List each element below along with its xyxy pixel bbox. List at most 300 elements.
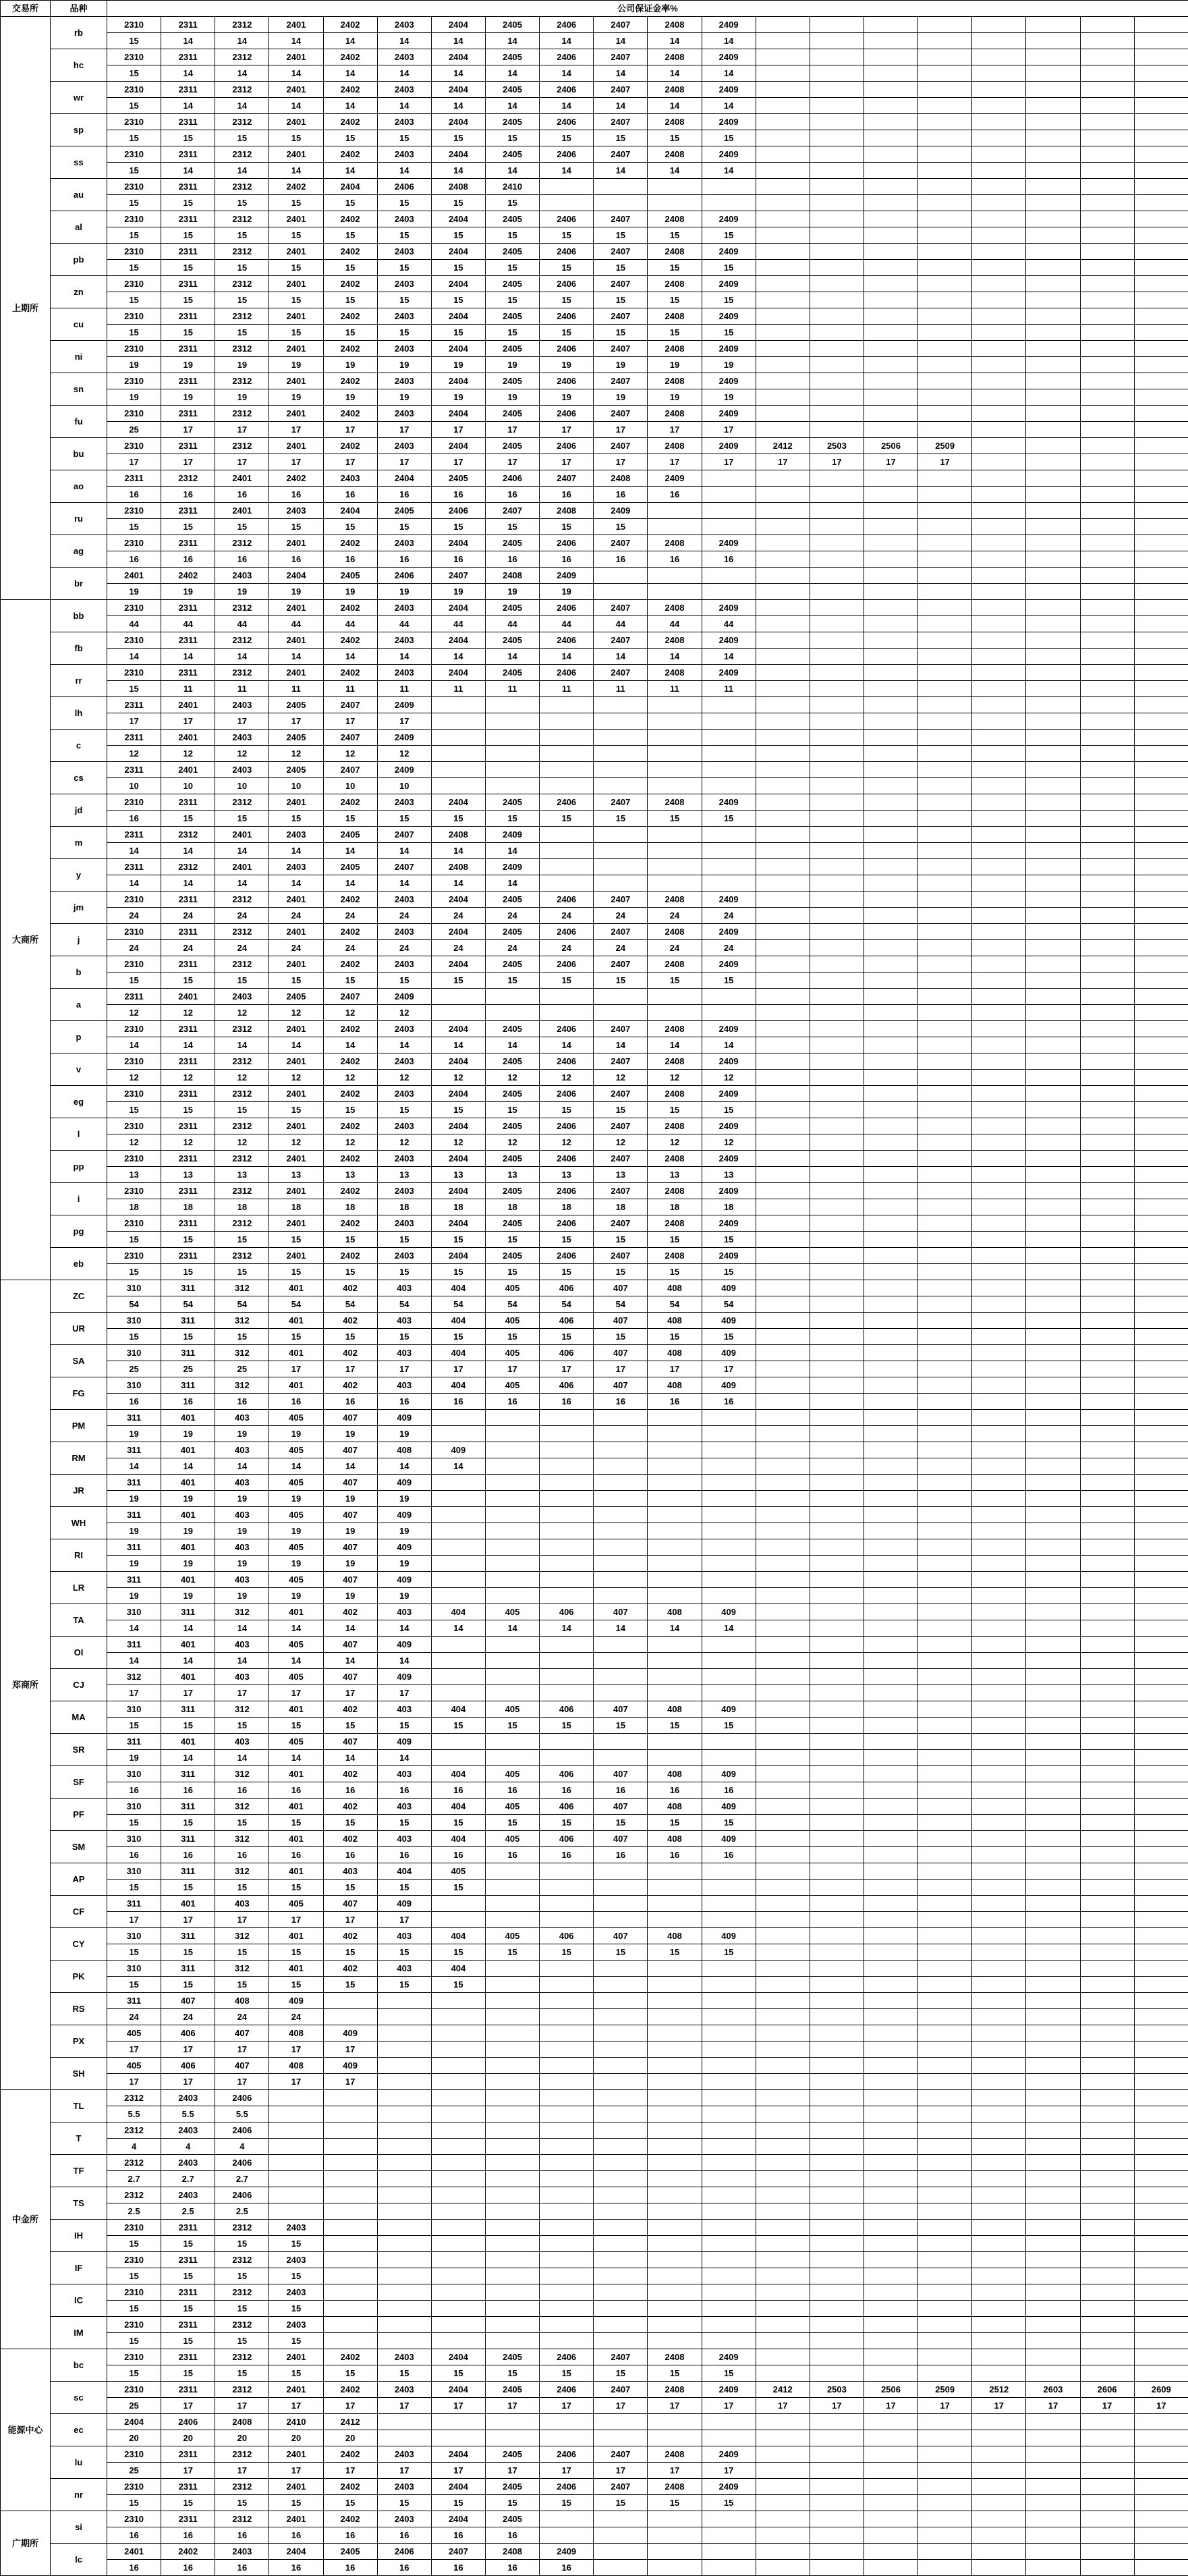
contract-cell: 2407: [594, 892, 648, 908]
empty-cell: [1080, 454, 1134, 470]
empty-cell: [864, 2446, 917, 2463]
empty-cell: [972, 535, 1026, 551]
contract-cell: 407: [594, 1701, 648, 1718]
contract-cell: 2409: [377, 989, 431, 1005]
margin-cell: 14: [269, 1653, 323, 1669]
margin-cell: 15: [107, 227, 161, 244]
contract-cell: 2401: [269, 2382, 323, 2398]
margin-cell: 15: [269, 519, 323, 535]
product-cell: CF: [51, 1896, 107, 1928]
empty-cell: [1080, 1653, 1134, 1669]
margin-cell: 11: [323, 681, 377, 697]
empty-cell: [1026, 1410, 1080, 1426]
empty-cell: [972, 1183, 1026, 1199]
empty-cell: [918, 568, 972, 584]
empty-cell: [810, 584, 864, 600]
empty-cell: [540, 1669, 594, 1685]
margin-row: [1, 2365, 1188, 2382]
empty-cell: [972, 1361, 1026, 1377]
empty-cell: [1026, 1151, 1080, 1167]
empty-cell: [540, 1977, 594, 1993]
contract-cell: 407: [323, 1507, 377, 1523]
contract-cell: 409: [702, 1766, 756, 1782]
contract-cell: 2310: [107, 1053, 161, 1070]
empty-cell: [918, 1280, 972, 1296]
empty-cell: [540, 730, 594, 746]
contract-row: [1, 276, 1188, 292]
contract-cell: 2403: [377, 373, 431, 389]
empty-cell: [810, 1701, 864, 1718]
empty-cell: [918, 2268, 972, 2284]
empty-cell: [594, 2155, 648, 2171]
margin-row: [1, 1880, 1188, 1896]
empty-cell: [1080, 1847, 1134, 1863]
empty-cell: [1080, 1750, 1134, 1766]
margin-cell: 14: [485, 875, 539, 892]
margin-cell: 15: [215, 1718, 269, 1734]
empty-cell: [972, 1086, 1026, 1102]
contract-cell: 2402: [323, 211, 377, 227]
product-cell: eb: [51, 1248, 107, 1280]
margin-cell: 19: [161, 1491, 215, 1507]
margin-cell: 15: [648, 1944, 702, 1961]
margin-row: [1, 1361, 1188, 1377]
contract-cell: 310: [107, 1766, 161, 1782]
empty-cell: [1134, 584, 1188, 600]
empty-cell: [377, 2333, 431, 2349]
margin-cell: 14: [485, 1620, 539, 1637]
empty-cell: [972, 1896, 1026, 1912]
empty-cell: [648, 989, 702, 1005]
empty-cell: [648, 697, 702, 713]
margin-cell: 15: [648, 260, 702, 276]
empty-cell: [648, 2041, 702, 2058]
empty-cell: [1026, 1604, 1080, 1620]
margin-cell: 24: [323, 908, 377, 924]
empty-cell: [1080, 1345, 1134, 1361]
empty-cell: [972, 1847, 1026, 1863]
product-cell: sc: [51, 2382, 107, 2414]
margin-cell: 15: [594, 1264, 648, 1280]
empty-cell: [972, 778, 1026, 794]
empty-cell: [864, 1750, 917, 1766]
empty-cell: [485, 1588, 539, 1604]
empty-cell: [594, 2544, 648, 2560]
empty-cell: [918, 17, 972, 33]
empty-cell: [918, 908, 972, 924]
margin-cell: 15: [107, 2333, 161, 2349]
empty-cell: [702, 568, 756, 584]
empty-cell: [756, 584, 810, 600]
empty-cell: [485, 2317, 539, 2333]
contract-cell: 2403: [215, 2544, 269, 2560]
contract-cell: 2408: [648, 2382, 702, 2398]
contract-cell: 2312: [215, 2252, 269, 2268]
empty-cell: [1134, 1345, 1188, 1361]
contract-cell: 408: [269, 2058, 323, 2074]
empty-cell: [810, 276, 864, 292]
empty-cell: [756, 211, 810, 227]
empty-cell: [702, 2122, 756, 2139]
empty-cell: [594, 1653, 648, 1669]
contract-cell: 2403: [377, 276, 431, 292]
contract-cell: 2407: [594, 1248, 648, 1264]
margin-row: [1, 681, 1188, 697]
empty-cell: [1134, 632, 1188, 649]
contract-cell: 311: [107, 1442, 161, 1458]
empty-cell: [756, 179, 810, 195]
empty-cell: [810, 1604, 864, 1620]
margin-cell: 14: [161, 65, 215, 82]
empty-cell: [1026, 2155, 1080, 2171]
contract-cell: 2405: [485, 82, 539, 98]
empty-cell: [756, 2252, 810, 2268]
empty-cell: [540, 2187, 594, 2203]
contract-cell: 2401: [269, 2479, 323, 2495]
margin-cell: 15: [431, 1329, 485, 1345]
empty-cell: [1080, 49, 1134, 65]
empty-cell: [918, 2220, 972, 2236]
empty-cell: [810, 2560, 864, 2576]
product-cell: cu: [51, 308, 107, 341]
product-cell: AP: [51, 1863, 107, 1896]
contract-cell: 2405: [431, 470, 485, 487]
contract-cell: 2407: [594, 2382, 648, 2398]
empty-cell: [810, 827, 864, 843]
empty-cell: [810, 373, 864, 389]
margin-row: [1, 292, 1188, 308]
contract-cell: 2403: [269, 2317, 323, 2333]
empty-cell: [323, 2220, 377, 2236]
margin-cell: 15: [107, 2301, 161, 2317]
empty-cell: [1026, 2058, 1080, 2074]
empty-cell: [1134, 616, 1188, 632]
contract-cell: 2310: [107, 438, 161, 454]
margin-cell: 17: [269, 2463, 323, 2479]
contract-cell: 2311: [161, 2479, 215, 2495]
margin-cell: 17: [702, 2463, 756, 2479]
margin-cell: 14: [485, 65, 539, 82]
margin-cell: 17: [107, 454, 161, 470]
margin-cell: 14: [485, 1037, 539, 1053]
margin-cell: 15: [215, 227, 269, 244]
empty-cell: [756, 778, 810, 794]
margin-cell: 15: [323, 292, 377, 308]
empty-cell: [648, 1458, 702, 1475]
empty-cell: [702, 487, 756, 503]
margin-cell: 16: [323, 2560, 377, 2576]
contract-row: [1, 244, 1188, 260]
empty-cell: [864, 519, 917, 535]
empty-cell: [864, 713, 917, 730]
margin-cell: 19: [161, 1426, 215, 1442]
empty-cell: [1080, 762, 1134, 778]
empty-cell: [431, 2122, 485, 2139]
empty-cell: [1026, 2511, 1080, 2527]
margin-cell: 15: [269, 2365, 323, 2382]
margin-cell: 15: [431, 292, 485, 308]
empty-cell: [810, 1394, 864, 1410]
empty-cell: [864, 373, 917, 389]
contract-cell: 2404: [431, 1183, 485, 1199]
empty-cell: [810, 1102, 864, 1118]
empty-cell: [810, 82, 864, 98]
empty-cell: [702, 1863, 756, 1880]
margin-cell: 15: [269, 195, 323, 211]
margin-row: [1, 1134, 1188, 1151]
contract-cell: 2407: [594, 1053, 648, 1070]
empty-cell: [756, 1296, 810, 1313]
empty-cell: [1080, 2106, 1134, 2122]
empty-cell: [431, 778, 485, 794]
empty-cell: [702, 875, 756, 892]
empty-cell: [810, 875, 864, 892]
contract-cell: 2401: [269, 1021, 323, 1037]
margin-cell: 12: [648, 1134, 702, 1151]
margin-row: [1, 195, 1188, 211]
margin-cell: 19: [107, 1491, 161, 1507]
contract-cell: 2408: [485, 568, 539, 584]
empty-cell: [972, 762, 1026, 778]
margin-cell: 14: [269, 1750, 323, 1766]
empty-cell: [756, 2527, 810, 2544]
margin-cell: 54: [594, 1296, 648, 1313]
margin-cell: 13: [485, 1167, 539, 1183]
contract-cell: 310: [107, 1701, 161, 1718]
empty-cell: [485, 2155, 539, 2171]
contract-cell: 2405: [485, 1053, 539, 1070]
empty-cell: [1026, 1539, 1080, 1556]
margin-cell: 15: [269, 292, 323, 308]
empty-cell: [864, 1507, 917, 1523]
margin-cell: 15: [648, 130, 702, 146]
empty-cell: [1080, 1539, 1134, 1556]
empty-cell: [756, 1556, 810, 1572]
empty-cell: [648, 713, 702, 730]
empty-cell: [864, 859, 917, 875]
margin-row: [1, 940, 1188, 956]
empty-cell: [269, 2090, 323, 2106]
contract-row: [1, 956, 1188, 972]
margin-cell: 15: [485, 1102, 539, 1118]
contract-cell: 2408: [215, 2414, 269, 2430]
empty-cell: [431, 746, 485, 762]
empty-cell: [702, 179, 756, 195]
contract-cell: 405: [269, 1507, 323, 1523]
margin-cell: 17: [215, 2398, 269, 2414]
empty-cell: [1134, 1491, 1188, 1507]
empty-cell: [648, 1669, 702, 1685]
empty-cell: [702, 1961, 756, 1977]
contract-cell: 2406: [540, 1086, 594, 1102]
contract-cell: 2406: [540, 535, 594, 551]
margin-cell: 15: [594, 2365, 648, 2382]
margin-cell: 17: [1134, 2398, 1188, 2414]
margin-cell: 14: [431, 875, 485, 892]
empty-cell: [756, 616, 810, 632]
contract-cell: 403: [215, 1669, 269, 1685]
contract-cell: 2407: [594, 373, 648, 389]
margin-cell: 16: [431, 1394, 485, 1410]
empty-cell: [918, 1637, 972, 1653]
contract-cell: 312: [215, 1928, 269, 1944]
margin-cell: 15: [540, 1944, 594, 1961]
empty-cell: [594, 2187, 648, 2203]
contract-cell: 2403: [377, 17, 431, 33]
margin-cell: 17: [269, 1685, 323, 1701]
empty-cell: [1134, 2414, 1188, 2430]
margin-row: [1, 389, 1188, 406]
contract-cell: 2311: [161, 211, 215, 227]
margin-cell: 14: [161, 33, 215, 49]
empty-cell: [648, 2171, 702, 2187]
empty-cell: [918, 422, 972, 438]
contract-cell: 2402: [323, 1151, 377, 1167]
margin-cell: 17: [540, 2398, 594, 2414]
margin-cell: 15: [648, 972, 702, 989]
margin-cell: 14: [431, 33, 485, 49]
margin-cell: 16: [594, 1394, 648, 1410]
contract-cell: 2404: [431, 1151, 485, 1167]
contract-row: [1, 1507, 1188, 1523]
margin-cell: 16: [485, 1394, 539, 1410]
empty-cell: [1134, 1993, 1188, 2009]
empty-cell: [1026, 1167, 1080, 1183]
contract-cell: 404: [431, 1766, 485, 1782]
contract-cell: 2405: [485, 406, 539, 422]
contract-cell: 2408: [648, 17, 702, 33]
empty-cell: [1134, 1750, 1188, 1766]
empty-cell: [1134, 503, 1188, 519]
contract-cell: 409: [377, 1507, 431, 1523]
margin-cell: 15: [594, 1232, 648, 1248]
empty-cell: [864, 1653, 917, 1669]
contract-cell: 310: [107, 1313, 161, 1329]
empty-cell: [1026, 487, 1080, 503]
empty-cell: [810, 519, 864, 535]
empty-cell: [864, 163, 917, 179]
empty-cell: [648, 2009, 702, 2025]
margin-cell: 44: [485, 616, 539, 632]
margin-cell: 12: [377, 1070, 431, 1086]
contract-row: [1, 470, 1188, 487]
margin-cell: 17: [323, 2074, 377, 2090]
contract-cell: 310: [107, 1280, 161, 1296]
contract-cell: 311: [161, 1961, 215, 1977]
margin-cell: 16: [594, 1847, 648, 1863]
margin-cell: 14: [323, 1750, 377, 1766]
contract-cell: 2402: [323, 1053, 377, 1070]
empty-cell: [431, 1993, 485, 2009]
margin-cell: 15: [215, 1944, 269, 1961]
empty-cell: [648, 1556, 702, 1572]
empty-cell: [1026, 244, 1080, 260]
empty-cell: [431, 2220, 485, 2236]
margin-cell: 14: [377, 1750, 431, 1766]
empty-cell: [1080, 2333, 1134, 2349]
empty-cell: [756, 956, 810, 972]
margin-row: [1, 1556, 1188, 1572]
contract-cell: 2409: [702, 2382, 756, 2398]
margin-cell: 15: [107, 519, 161, 535]
contract-row: [1, 1539, 1188, 1556]
contract-cell: 2312: [107, 2155, 161, 2171]
empty-cell: [485, 2203, 539, 2220]
margin-cell: 11: [161, 681, 215, 697]
contract-cell: 311: [107, 1734, 161, 1750]
contract-cell: 311: [161, 1701, 215, 1718]
margin-cell: 16: [323, 551, 377, 568]
empty-cell: [540, 2317, 594, 2333]
empty-cell: [485, 2220, 539, 2236]
product-cell: lc: [51, 2544, 107, 2576]
product-cell: TA: [51, 1604, 107, 1637]
margin-cell: 15: [215, 2301, 269, 2317]
product-cell: WH: [51, 1507, 107, 1539]
margin-cell: 14: [431, 1620, 485, 1637]
margin-row: [1, 551, 1188, 568]
contract-cell: 2401: [269, 892, 323, 908]
empty-cell: [810, 2187, 864, 2203]
empty-cell: [1026, 1653, 1080, 1669]
contract-cell: 311: [107, 1507, 161, 1523]
empty-cell: [540, 827, 594, 843]
margin-cell: 14: [648, 33, 702, 49]
empty-cell: [918, 551, 972, 568]
empty-cell: [756, 2301, 810, 2317]
margin-cell: 14: [702, 33, 756, 49]
empty-cell: [864, 179, 917, 195]
empty-cell: [1026, 1345, 1080, 1361]
contract-cell: 2409: [702, 276, 756, 292]
empty-cell: [864, 2236, 917, 2252]
empty-cell: [864, 730, 917, 746]
empty-cell: [918, 1523, 972, 1539]
contract-cell: 2401: [269, 1183, 323, 1199]
empty-cell: [810, 1264, 864, 1280]
contract-cell: 404: [431, 1604, 485, 1620]
empty-cell: [864, 211, 917, 227]
contract-cell: 2409: [377, 762, 431, 778]
empty-cell: [1026, 1799, 1080, 1815]
margin-cell: 19: [431, 584, 485, 600]
empty-cell: [756, 2365, 810, 2382]
margin-row: [1, 811, 1188, 827]
empty-cell: [810, 244, 864, 260]
margin-cell: 15: [215, 811, 269, 827]
contract-cell: 2310: [107, 2479, 161, 2495]
empty-cell: [756, 2171, 810, 2187]
empty-cell: [810, 2090, 864, 2106]
contract-cell: 2312: [215, 1118, 269, 1134]
contract-cell: 2310: [107, 2446, 161, 2463]
empty-cell: [485, 2139, 539, 2155]
contract-cell: 407: [594, 1766, 648, 1782]
empty-cell: [810, 2122, 864, 2139]
empty-cell: [810, 1750, 864, 1766]
empty-cell: [972, 1944, 1026, 1961]
empty-cell: [918, 1426, 972, 1442]
empty-cell: [1026, 1750, 1080, 1766]
margin-cell: 11: [702, 681, 756, 697]
empty-cell: [972, 1572, 1026, 1588]
empty-cell: [918, 2041, 972, 2058]
empty-cell: [972, 454, 1026, 470]
margin-cell: 15: [161, 260, 215, 276]
contract-cell: 2406: [540, 82, 594, 98]
empty-cell: [594, 1750, 648, 1766]
empty-cell: [864, 2301, 917, 2317]
